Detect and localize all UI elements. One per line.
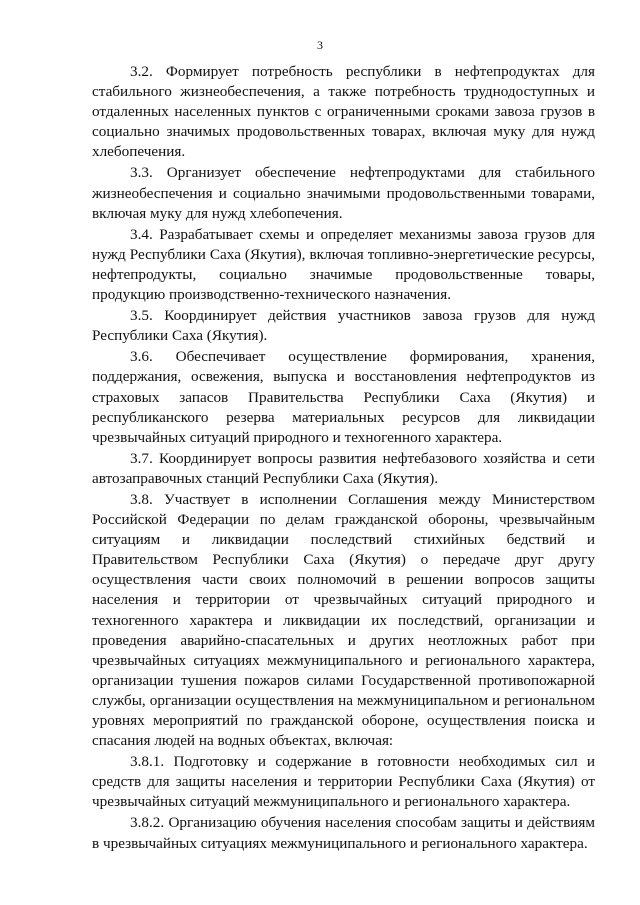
document-body bbox=[92, 62, 595, 854]
paragraph-3-8-2: 3.8.2. Организацию обучения населения способам защиты и действиям в чрезвычайных ситуациях межмуниципального и регионального характера. bbox=[92, 814, 595, 852]
paragraph-3-3: 3.3. Организует обеспечение нефтепродуктами для стабильного жизнеобеспечения и социально значимыми продовольственными товарами, включая муку для нужд хлебопечения. bbox=[92, 164, 595, 222]
paragraph-3-8: 3.8. Участвует в исполнении Соглашения между Министерством Российской Федерации по делам гражданской обороны, чрезвычайным ситуациям и ликвидации последствий стихийных бедствий и Правительством Республики Саха (Якутия) о передаче друг другу осуществления части своих полномочий в решении вопросов защиты населения и территории от чрезвычайных ситуаций природного и техногенного характера и ликвидации их последствий, организации и проведения аварийно-спасательных и других неотложных работ при чрезвычайных ситуациях межмуниципального и регионального характера, организации тушения пожаров силами Государственной противопожарной службы, организации осуществления на межмуниципальном и региональном уровнях мероприятий по гражданской обороне, осуществления поиска и спасания людей на водных объектах, включая: bbox=[92, 490, 595, 750]
paragraph-3-7: 3.7. Координирует вопросы развития нефтебазового хозяйства и сети автозаправочных станций Республики Саха (Якутия). bbox=[92, 449, 595, 487]
page-number: 3 bbox=[317, 38, 323, 52]
paragraph-3-2: 3.2. Формирует потребность республики в нефтепродуктах для стабильного жизнеобеспечения, а также потребность труднодоступных и отдаленных населенных пунктов с ограниченными сроками завоза грузов в социально значимых продовольственных товарах, включая муку для нужд хлебопечения. bbox=[92, 63, 595, 161]
paragraph-3-8-1: 3.8.1. Подготовку и содержание в готовности необходимых сил и средств для защиты населения и территории Республики Саха (Якутия) от чрезвычайных ситуаций межмуниципального и регионального характера. bbox=[92, 753, 595, 811]
paragraph-3-4: 3.4. Разрабатывает схемы и определяет механизмы завоза грузов для нужд Республики Саха (Якутия), включая топливно-энергетические ресурсы, нефтепродукты, социально значимые продовольственные товары, продукцию производственно-технического назначения. bbox=[92, 225, 595, 304]
paragraph-3-5: 3.5. Координирует действия участников завоза грузов для нужд Республики Саха (Якутия). bbox=[92, 307, 595, 345]
paragraph-3-6: 3.6. Обеспечивает осуществление формирования, хранения, поддержания, освежения, выпуска и восстановления нефтепродуктов из страховых запасов Правительства Республики Саха (Якутия) и республиканского резерва материальных ресурсов для ликвидации чрезвычайных ситуаций природного и техногенного характера. bbox=[92, 348, 595, 446]
